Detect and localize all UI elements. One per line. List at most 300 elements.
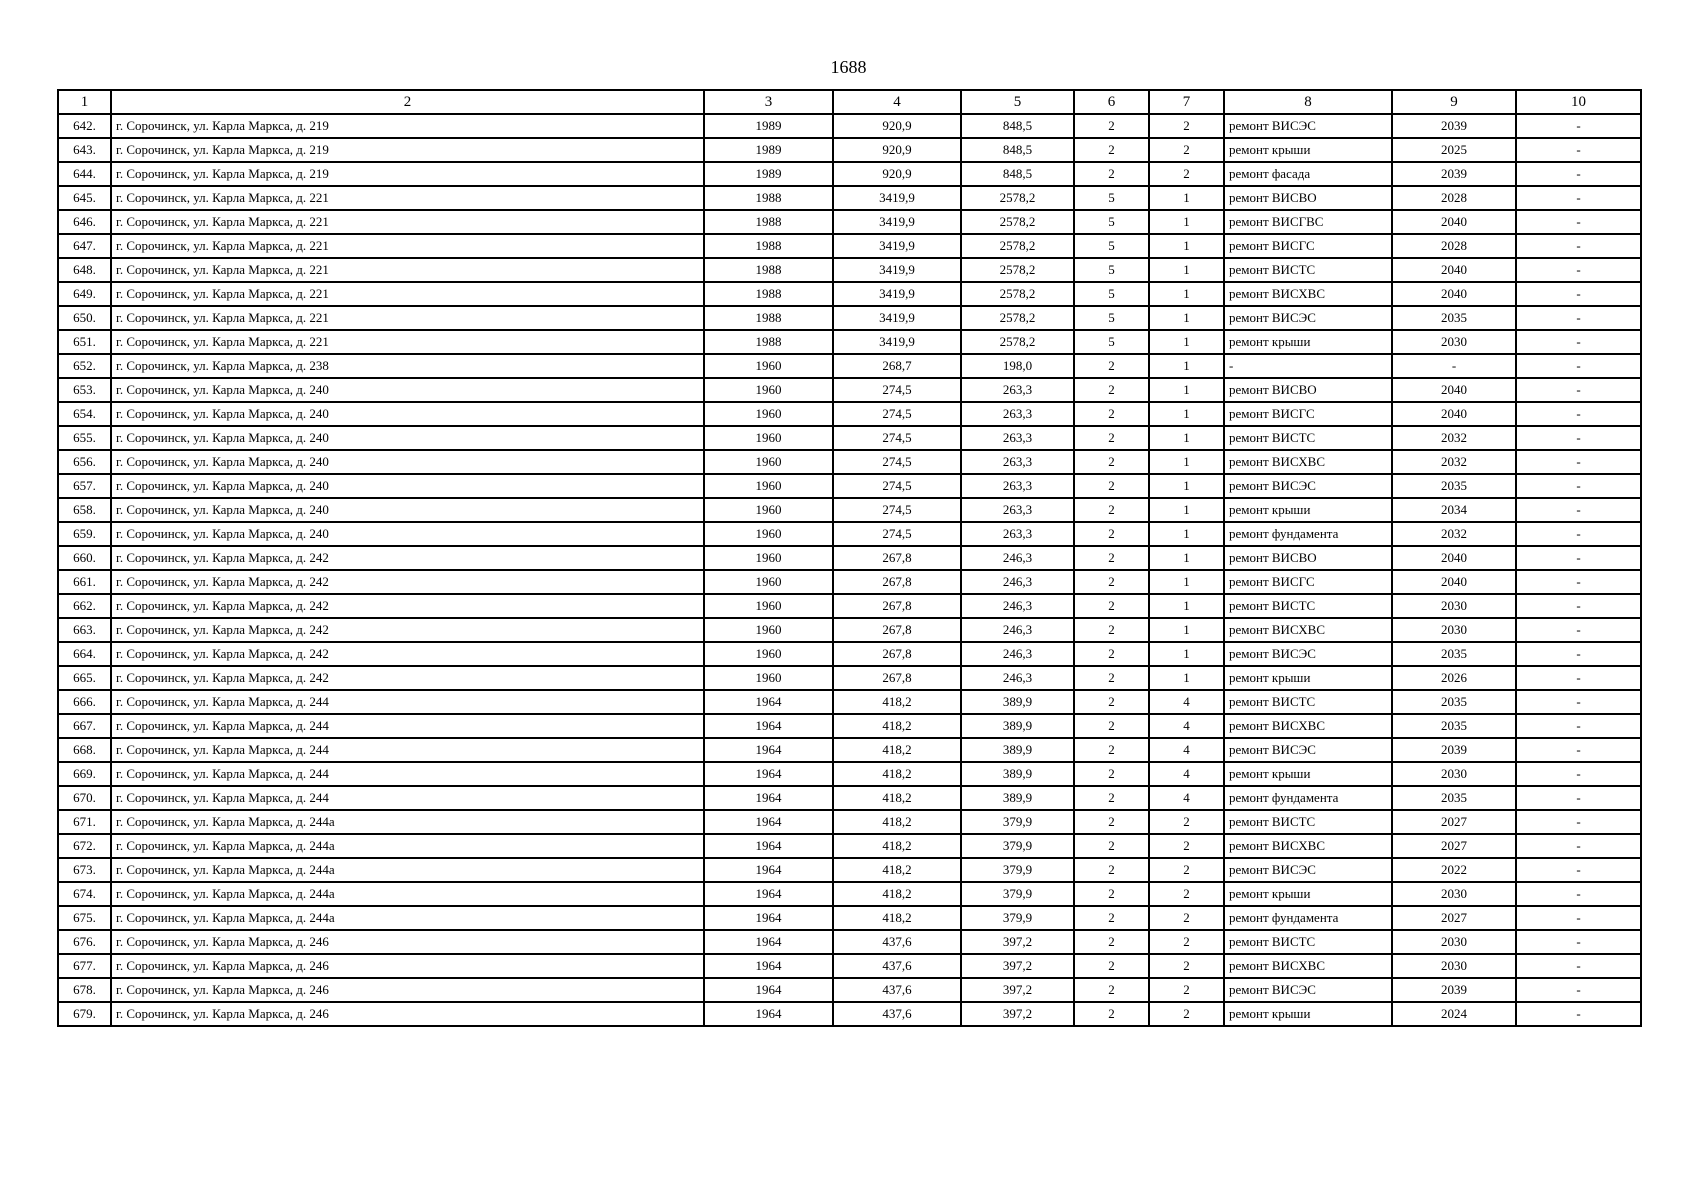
cell-total-area: 267,8 xyxy=(833,642,961,666)
cell-living-area: 379,9 xyxy=(961,882,1074,906)
cell-note: - xyxy=(1516,594,1641,618)
cell-address: г. Сорочинск, ул. Карла Маркса, д. 221 xyxy=(111,258,704,282)
cell-floors: 2 xyxy=(1074,474,1149,498)
cell-planned-year: 2030 xyxy=(1392,330,1516,354)
cell-year-built: 1964 xyxy=(704,906,833,930)
cell-work-type: ремонт ВИСТС xyxy=(1224,690,1392,714)
cell-row-number: 654. xyxy=(58,402,111,426)
cell-row-number: 679. xyxy=(58,1002,111,1026)
cell-note: - xyxy=(1516,282,1641,306)
cell-work-type: ремонт ВИСЭС xyxy=(1224,642,1392,666)
cell-address: г. Сорочинск, ул. Карла Маркса, д. 244а xyxy=(111,906,704,930)
cell-row-number: 678. xyxy=(58,978,111,1002)
table-body xyxy=(58,114,1641,1026)
cell-floors: 2 xyxy=(1074,426,1149,450)
cell-note: - xyxy=(1516,258,1641,282)
cell-entrances: 1 xyxy=(1149,618,1224,642)
cell-planned-year: 2034 xyxy=(1392,498,1516,522)
cell-planned-year: 2040 xyxy=(1392,570,1516,594)
cell-floors: 5 xyxy=(1074,234,1149,258)
cell-total-area: 274,5 xyxy=(833,474,961,498)
cell-address: г. Сорочинск, ул. Карла Маркса, д. 240 xyxy=(111,378,704,402)
cell-entrances: 4 xyxy=(1149,714,1224,738)
cell-floors: 2 xyxy=(1074,498,1149,522)
cell-entrances: 1 xyxy=(1149,402,1224,426)
cell-year-built: 1960 xyxy=(704,474,833,498)
table-row xyxy=(58,474,1641,498)
cell-work-type: ремонт ВИСГВС xyxy=(1224,210,1392,234)
cell-total-area: 267,8 xyxy=(833,618,961,642)
cell-total-area: 418,2 xyxy=(833,714,961,738)
cell-entrances: 2 xyxy=(1149,906,1224,930)
cell-total-area: 920,9 xyxy=(833,162,961,186)
column-header-2: 2 xyxy=(111,90,704,114)
cell-work-type: ремонт ВИСХВС xyxy=(1224,618,1392,642)
cell-year-built: 1988 xyxy=(704,258,833,282)
cell-address: г. Сорочинск, ул. Карла Маркса, д. 246 xyxy=(111,978,704,1002)
cell-work-type: ремонт ВИСВО xyxy=(1224,546,1392,570)
cell-planned-year: 2039 xyxy=(1392,978,1516,1002)
cell-planned-year: 2039 xyxy=(1392,162,1516,186)
cell-note: - xyxy=(1516,762,1641,786)
cell-work-type: ремонт фасада xyxy=(1224,162,1392,186)
cell-year-built: 1964 xyxy=(704,690,833,714)
table-row xyxy=(58,378,1641,402)
cell-year-built: 1960 xyxy=(704,426,833,450)
table-row xyxy=(58,714,1641,738)
table-row xyxy=(58,834,1641,858)
cell-floors: 2 xyxy=(1074,354,1149,378)
cell-total-area: 3419,9 xyxy=(833,306,961,330)
cell-year-built: 1960 xyxy=(704,618,833,642)
cell-note: - xyxy=(1516,882,1641,906)
registry-table xyxy=(57,89,1642,1027)
cell-work-type: ремонт ВИСЭС xyxy=(1224,858,1392,882)
cell-planned-year: 2026 xyxy=(1392,666,1516,690)
cell-entrances: 2 xyxy=(1149,978,1224,1002)
cell-address: г. Сорочинск, ул. Карла Маркса, д. 219 xyxy=(111,162,704,186)
cell-note: - xyxy=(1516,978,1641,1002)
cell-work-type: ремонт ВИСЭС xyxy=(1224,114,1392,138)
cell-work-type: ремонт ВИСВО xyxy=(1224,378,1392,402)
cell-total-area: 920,9 xyxy=(833,114,961,138)
cell-row-number: 642. xyxy=(58,114,111,138)
cell-planned-year: 2039 xyxy=(1392,114,1516,138)
cell-total-area: 3419,9 xyxy=(833,282,961,306)
cell-living-area: 379,9 xyxy=(961,858,1074,882)
cell-total-area: 3419,9 xyxy=(833,258,961,282)
cell-row-number: 652. xyxy=(58,354,111,378)
cell-planned-year: 2035 xyxy=(1392,786,1516,810)
table-row xyxy=(58,570,1641,594)
cell-planned-year: 2030 xyxy=(1392,882,1516,906)
cell-planned-year: 2035 xyxy=(1392,690,1516,714)
cell-floors: 5 xyxy=(1074,282,1149,306)
cell-entrances: 1 xyxy=(1149,282,1224,306)
table-row xyxy=(58,258,1641,282)
cell-entrances: 4 xyxy=(1149,738,1224,762)
cell-planned-year: 2040 xyxy=(1392,378,1516,402)
cell-note: - xyxy=(1516,810,1641,834)
cell-planned-year: 2035 xyxy=(1392,642,1516,666)
cell-entrances: 4 xyxy=(1149,786,1224,810)
cell-note: - xyxy=(1516,114,1641,138)
cell-row-number: 653. xyxy=(58,378,111,402)
cell-work-type: ремонт ВИСТС xyxy=(1224,930,1392,954)
cell-planned-year: 2040 xyxy=(1392,402,1516,426)
cell-row-number: 671. xyxy=(58,810,111,834)
cell-address: г. Сорочинск, ул. Карла Маркса, д. 242 xyxy=(111,618,704,642)
cell-planned-year: 2027 xyxy=(1392,906,1516,930)
table-row xyxy=(58,498,1641,522)
cell-living-area: 389,9 xyxy=(961,714,1074,738)
cell-living-area: 2578,2 xyxy=(961,234,1074,258)
cell-floors: 5 xyxy=(1074,330,1149,354)
cell-note: - xyxy=(1516,522,1641,546)
cell-row-number: 673. xyxy=(58,858,111,882)
table-row xyxy=(58,450,1641,474)
table-row xyxy=(58,1002,1641,1026)
cell-work-type: ремонт ВИСХВС xyxy=(1224,954,1392,978)
table-row xyxy=(58,738,1641,762)
cell-work-type: - xyxy=(1224,354,1392,378)
cell-total-area: 437,6 xyxy=(833,1002,961,1026)
cell-note: - xyxy=(1516,450,1641,474)
cell-row-number: 674. xyxy=(58,882,111,906)
cell-work-type: ремонт крыши xyxy=(1224,762,1392,786)
cell-address: г. Сорочинск, ул. Карла Маркса, д. 219 xyxy=(111,138,704,162)
cell-work-type: ремонт фундамента xyxy=(1224,522,1392,546)
cell-living-area: 2578,2 xyxy=(961,282,1074,306)
table-row xyxy=(58,954,1641,978)
cell-note: - xyxy=(1516,498,1641,522)
cell-work-type: ремонт крыши xyxy=(1224,498,1392,522)
cell-year-built: 1960 xyxy=(704,570,833,594)
cell-entrances: 1 xyxy=(1149,258,1224,282)
cell-year-built: 1960 xyxy=(704,402,833,426)
cell-living-area: 397,2 xyxy=(961,1002,1074,1026)
cell-work-type: ремонт крыши xyxy=(1224,330,1392,354)
cell-entrances: 1 xyxy=(1149,378,1224,402)
cell-address: г. Сорочинск, ул. Карла Маркса, д. 242 xyxy=(111,594,704,618)
column-header-9: 9 xyxy=(1392,90,1516,114)
cell-year-built: 1960 xyxy=(704,642,833,666)
cell-entrances: 1 xyxy=(1149,642,1224,666)
cell-total-area: 418,2 xyxy=(833,690,961,714)
cell-note: - xyxy=(1516,306,1641,330)
cell-living-area: 2578,2 xyxy=(961,210,1074,234)
table-row xyxy=(58,114,1641,138)
cell-year-built: 1964 xyxy=(704,714,833,738)
cell-year-built: 1964 xyxy=(704,1002,833,1026)
cell-entrances: 2 xyxy=(1149,930,1224,954)
cell-living-area: 2578,2 xyxy=(961,186,1074,210)
cell-work-type: ремонт ВИСГС xyxy=(1224,402,1392,426)
cell-address: г. Сорочинск, ул. Карла Маркса, д. 244а xyxy=(111,858,704,882)
cell-entrances: 1 xyxy=(1149,546,1224,570)
cell-address: г. Сорочинск, ул. Карла Маркса, д. 242 xyxy=(111,546,704,570)
cell-note: - xyxy=(1516,666,1641,690)
cell-total-area: 274,5 xyxy=(833,402,961,426)
cell-note: - xyxy=(1516,906,1641,930)
table-row xyxy=(58,882,1641,906)
cell-year-built: 1964 xyxy=(704,930,833,954)
cell-entrances: 1 xyxy=(1149,186,1224,210)
cell-planned-year: 2030 xyxy=(1392,594,1516,618)
cell-address: г. Сорочинск, ул. Карла Маркса, д. 244а xyxy=(111,834,704,858)
table-row xyxy=(58,210,1641,234)
cell-entrances: 1 xyxy=(1149,450,1224,474)
cell-total-area: 418,2 xyxy=(833,810,961,834)
cell-living-area: 246,3 xyxy=(961,594,1074,618)
cell-note: - xyxy=(1516,138,1641,162)
cell-address: г. Сорочинск, ул. Карла Маркса, д. 240 xyxy=(111,474,704,498)
cell-address: г. Сорочинск, ул. Карла Маркса, д. 242 xyxy=(111,642,704,666)
cell-total-area: 274,5 xyxy=(833,378,961,402)
cell-note: - xyxy=(1516,426,1641,450)
cell-floors: 2 xyxy=(1074,402,1149,426)
table-row xyxy=(58,354,1641,378)
cell-address: г. Сорочинск, ул. Карла Маркса, д. 242 xyxy=(111,666,704,690)
table-row xyxy=(58,978,1641,1002)
cell-entrances: 1 xyxy=(1149,354,1224,378)
cell-entrances: 1 xyxy=(1149,306,1224,330)
cell-note: - xyxy=(1516,738,1641,762)
cell-floors: 2 xyxy=(1074,546,1149,570)
cell-address: г. Сорочинск, ул. Карла Маркса, д. 240 xyxy=(111,522,704,546)
cell-planned-year: 2040 xyxy=(1392,258,1516,282)
table-row xyxy=(58,618,1641,642)
table-row xyxy=(58,666,1641,690)
cell-living-area: 397,2 xyxy=(961,954,1074,978)
cell-floors: 2 xyxy=(1074,618,1149,642)
cell-year-built: 1989 xyxy=(704,138,833,162)
cell-total-area: 437,6 xyxy=(833,954,961,978)
cell-living-area: 379,9 xyxy=(961,834,1074,858)
cell-floors: 2 xyxy=(1074,810,1149,834)
cell-floors: 5 xyxy=(1074,258,1149,282)
cell-address: г. Сорочинск, ул. Карла Маркса, д. 246 xyxy=(111,1002,704,1026)
cell-row-number: 659. xyxy=(58,522,111,546)
cell-year-built: 1964 xyxy=(704,978,833,1002)
cell-entrances: 1 xyxy=(1149,330,1224,354)
cell-planned-year: 2030 xyxy=(1392,762,1516,786)
cell-address: г. Сорочинск, ул. Карла Маркса, д. 240 xyxy=(111,402,704,426)
cell-note: - xyxy=(1516,354,1641,378)
cell-row-number: 664. xyxy=(58,642,111,666)
cell-living-area: 263,3 xyxy=(961,450,1074,474)
cell-row-number: 665. xyxy=(58,666,111,690)
cell-floors: 2 xyxy=(1074,138,1149,162)
page-number: 1688 xyxy=(830,57,867,77)
cell-row-number: 670. xyxy=(58,786,111,810)
cell-total-area: 437,6 xyxy=(833,930,961,954)
cell-note: - xyxy=(1516,618,1641,642)
table-row xyxy=(58,690,1641,714)
cell-note: - xyxy=(1516,378,1641,402)
cell-row-number: 648. xyxy=(58,258,111,282)
cell-year-built: 1964 xyxy=(704,858,833,882)
cell-planned-year: 2030 xyxy=(1392,618,1516,642)
cell-floors: 2 xyxy=(1074,642,1149,666)
cell-floors: 2 xyxy=(1074,666,1149,690)
cell-row-number: 656. xyxy=(58,450,111,474)
cell-address: г. Сорочинск, ул. Карла Маркса, д. 221 xyxy=(111,234,704,258)
cell-note: - xyxy=(1516,234,1641,258)
cell-year-built: 1988 xyxy=(704,330,833,354)
cell-floors: 2 xyxy=(1074,738,1149,762)
cell-total-area: 274,5 xyxy=(833,426,961,450)
cell-floors: 2 xyxy=(1074,570,1149,594)
cell-entrances: 1 xyxy=(1149,522,1224,546)
cell-total-area: 268,7 xyxy=(833,354,961,378)
cell-total-area: 3419,9 xyxy=(833,210,961,234)
cell-floors: 2 xyxy=(1074,954,1149,978)
cell-work-type: ремонт ВИСГС xyxy=(1224,570,1392,594)
cell-living-area: 263,3 xyxy=(961,426,1074,450)
cell-total-area: 418,2 xyxy=(833,882,961,906)
cell-planned-year: 2027 xyxy=(1392,810,1516,834)
cell-work-type: ремонт ВИСТС xyxy=(1224,594,1392,618)
cell-row-number: 663. xyxy=(58,618,111,642)
cell-row-number: 651. xyxy=(58,330,111,354)
cell-living-area: 379,9 xyxy=(961,810,1074,834)
cell-planned-year: 2024 xyxy=(1392,1002,1516,1026)
cell-work-type: ремонт ВИСХВС xyxy=(1224,282,1392,306)
cell-address: г. Сорочинск, ул. Карла Маркса, д. 238 xyxy=(111,354,704,378)
cell-row-number: 657. xyxy=(58,474,111,498)
cell-planned-year: 2040 xyxy=(1392,210,1516,234)
cell-year-built: 1988 xyxy=(704,282,833,306)
cell-work-type: ремонт крыши xyxy=(1224,1002,1392,1026)
cell-year-built: 1964 xyxy=(704,738,833,762)
cell-year-built: 1964 xyxy=(704,762,833,786)
cell-year-built: 1960 xyxy=(704,666,833,690)
cell-address: г. Сорочинск, ул. Карла Маркса, д. 240 xyxy=(111,450,704,474)
cell-total-area: 274,5 xyxy=(833,522,961,546)
cell-note: - xyxy=(1516,474,1641,498)
cell-planned-year: 2035 xyxy=(1392,714,1516,738)
cell-living-area: 246,3 xyxy=(961,546,1074,570)
cell-address: г. Сорочинск, ул. Карла Маркса, д. 244 xyxy=(111,786,704,810)
cell-planned-year: 2028 xyxy=(1392,234,1516,258)
cell-address: г. Сорочинск, ул. Карла Маркса, д. 221 xyxy=(111,306,704,330)
cell-work-type: ремонт ВИСТС xyxy=(1224,810,1392,834)
cell-entrances: 2 xyxy=(1149,954,1224,978)
cell-entrances: 2 xyxy=(1149,162,1224,186)
cell-entrances: 1 xyxy=(1149,570,1224,594)
table-row xyxy=(58,234,1641,258)
cell-floors: 2 xyxy=(1074,450,1149,474)
cell-total-area: 267,8 xyxy=(833,666,961,690)
cell-note: - xyxy=(1516,714,1641,738)
cell-entrances: 4 xyxy=(1149,690,1224,714)
cell-row-number: 660. xyxy=(58,546,111,570)
cell-year-built: 1960 xyxy=(704,498,833,522)
cell-total-area: 418,2 xyxy=(833,858,961,882)
cell-floors: 2 xyxy=(1074,522,1149,546)
cell-living-area: 246,3 xyxy=(961,618,1074,642)
cell-planned-year: 2022 xyxy=(1392,858,1516,882)
cell-living-area: 389,9 xyxy=(961,762,1074,786)
cell-note: - xyxy=(1516,642,1641,666)
cell-planned-year: 2040 xyxy=(1392,546,1516,570)
table-row xyxy=(58,546,1641,570)
cell-total-area: 3419,9 xyxy=(833,234,961,258)
column-header-8: 8 xyxy=(1224,90,1392,114)
cell-row-number: 645. xyxy=(58,186,111,210)
cell-entrances: 1 xyxy=(1149,210,1224,234)
cell-year-built: 1988 xyxy=(704,186,833,210)
column-header-7: 7 xyxy=(1149,90,1224,114)
cell-planned-year: 2035 xyxy=(1392,474,1516,498)
table-row xyxy=(58,330,1641,354)
cell-note: - xyxy=(1516,162,1641,186)
cell-living-area: 198,0 xyxy=(961,354,1074,378)
cell-total-area: 418,2 xyxy=(833,834,961,858)
cell-living-area: 397,2 xyxy=(961,930,1074,954)
cell-floors: 2 xyxy=(1074,930,1149,954)
cell-total-area: 274,5 xyxy=(833,498,961,522)
cell-total-area: 274,5 xyxy=(833,450,961,474)
cell-planned-year: 2035 xyxy=(1392,306,1516,330)
cell-floors: 2 xyxy=(1074,786,1149,810)
cell-entrances: 1 xyxy=(1149,234,1224,258)
cell-floors: 5 xyxy=(1074,186,1149,210)
cell-address: г. Сорочинск, ул. Карла Маркса, д. 221 xyxy=(111,186,704,210)
cell-floors: 5 xyxy=(1074,306,1149,330)
cell-address: г. Сорочинск, ул. Карла Маркса, д. 219 xyxy=(111,114,704,138)
cell-floors: 2 xyxy=(1074,906,1149,930)
cell-note: - xyxy=(1516,210,1641,234)
table-row xyxy=(58,138,1641,162)
cell-row-number: 666. xyxy=(58,690,111,714)
cell-living-area: 246,3 xyxy=(961,570,1074,594)
cell-year-built: 1989 xyxy=(704,162,833,186)
cell-address: г. Сорочинск, ул. Карла Маркса, д. 221 xyxy=(111,210,704,234)
cell-entrances: 1 xyxy=(1149,498,1224,522)
cell-work-type: ремонт ВИСХВС xyxy=(1224,450,1392,474)
cell-total-area: 267,8 xyxy=(833,546,961,570)
column-header-4: 4 xyxy=(833,90,961,114)
cell-row-number: 676. xyxy=(58,930,111,954)
table-row xyxy=(58,162,1641,186)
cell-entrances: 2 xyxy=(1149,858,1224,882)
cell-note: - xyxy=(1516,930,1641,954)
cell-living-area: 389,9 xyxy=(961,690,1074,714)
cell-address: г. Сорочинск, ул. Карла Маркса, д. 240 xyxy=(111,426,704,450)
cell-entrances: 4 xyxy=(1149,762,1224,786)
cell-entrances: 1 xyxy=(1149,666,1224,690)
cell-row-number: 643. xyxy=(58,138,111,162)
cell-total-area: 267,8 xyxy=(833,594,961,618)
cell-living-area: 263,3 xyxy=(961,522,1074,546)
cell-year-built: 1964 xyxy=(704,882,833,906)
cell-entrances: 1 xyxy=(1149,594,1224,618)
cell-work-type: ремонт крыши xyxy=(1224,882,1392,906)
cell-total-area: 3419,9 xyxy=(833,330,961,354)
cell-floors: 2 xyxy=(1074,714,1149,738)
table-row xyxy=(58,426,1641,450)
cell-address: г. Сорочинск, ул. Карла Маркса, д. 244а xyxy=(111,882,704,906)
cell-work-type: ремонт ВИСХВС xyxy=(1224,834,1392,858)
cell-year-built: 1988 xyxy=(704,234,833,258)
cell-work-type: ремонт ВИСЭС xyxy=(1224,738,1392,762)
cell-address: г. Сорочинск, ул. Карла Маркса, д. 240 xyxy=(111,498,704,522)
cell-floors: 2 xyxy=(1074,378,1149,402)
cell-living-area: 263,3 xyxy=(961,378,1074,402)
cell-note: - xyxy=(1516,786,1641,810)
